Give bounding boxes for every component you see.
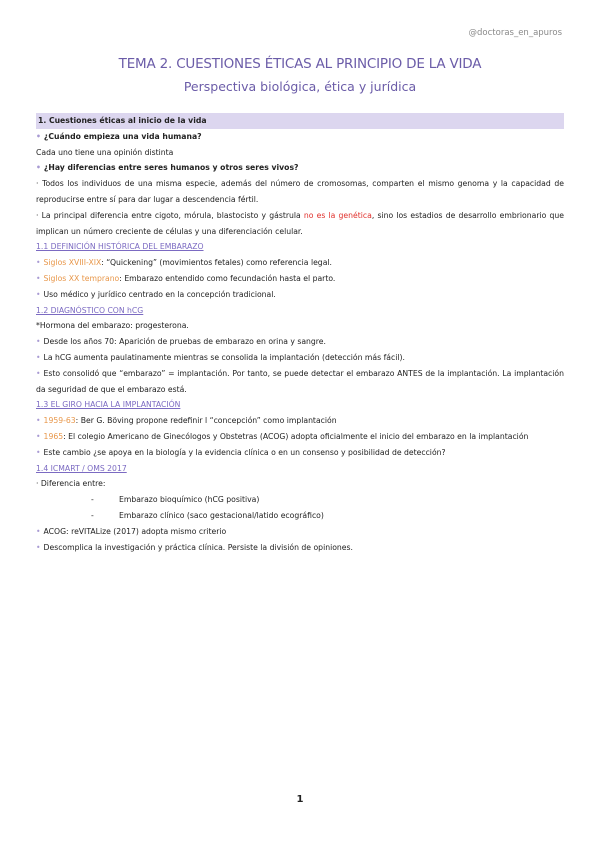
answer-1: Cada uno tiene una opinión distinta	[36, 147, 174, 157]
bullet-icon: •	[36, 163, 41, 173]
list-item: • La hCG aumenta paulatinamente mientras se consolida la implantación (detección más fácil).	[36, 352, 405, 362]
bullet-icon: •	[36, 337, 41, 347]
list-item: • Este cambio ¿se apoya en la biología y la evidencia clínica o en un consenso y posibilidad de detección?	[36, 447, 446, 457]
section-1-4-heading: 1.4 ICMART / OMS 2017	[36, 463, 127, 473]
bullet-icon: •	[36, 368, 41, 378]
section-1-1-heading: 1.1 DEFINICIÓN HISTÓRICA DEL EMBARAZO	[36, 242, 204, 252]
highlight-genetics: no es la genética	[303, 210, 372, 220]
list-item: • Descomplica la investigación y práctica clínica. Persiste la división de opiniones.	[36, 542, 353, 552]
list-item: • 1959-63: Ber G. Böving propone redefinir l “concepción” como implantación	[36, 416, 337, 426]
list-item: • Esto consolidó que “embarazo” = implantación. Por tanto, se puede detectar el embarazo ANTES de la implantación. La implantación da seguridad de que el embarazo está.	[36, 368, 564, 394]
dash-item: - Embarazo clínico (saco gestacional/latido ecográfico)	[91, 510, 324, 520]
bullet-icon: •	[36, 273, 41, 283]
bullet-icon: •	[36, 542, 41, 552]
bullet-icon: •	[36, 289, 41, 299]
hormone-note: *Hormona del embarazo: progesterona.	[36, 321, 189, 331]
list-item: • Siglos XVIII-XIX: “Quickening” (movimientos fetales) como referencia legal.	[36, 258, 332, 268]
list-item: • Desde los años 70: Aparición de pruebas de embarazo en orina y sangre.	[36, 337, 326, 347]
list-item: • Uso médico y jurídico centrado en la concepción tradicional.	[36, 289, 276, 299]
page-title: TEMA 2. CUESTIONES ÉTICAS AL PRINCIPIO DE LA VIDA	[118, 56, 482, 72]
page-subtitle: Perspectiva biológica, ética y jurídica	[183, 79, 417, 94]
list-item: • Siglos XX temprano: Embarazo entendido como fecundación hasta el parto.	[36, 273, 336, 283]
document-body	[36, 113, 564, 555]
section-1-3-heading: 1.3 EL GIRO HACIA LA IMPLANTACIÓN	[36, 400, 181, 410]
page-number: 1	[296, 794, 304, 805]
watermark: @doctoras_en_apuros	[468, 28, 562, 38]
bullet-icon: •	[36, 416, 41, 426]
bullet-icon: •	[36, 526, 41, 536]
bullet-icon: •	[36, 131, 41, 141]
bullet-icon: •	[36, 431, 41, 441]
bullet-icon: •	[36, 258, 41, 268]
bullet-icon: •	[36, 447, 41, 457]
section-1-2-heading: 1.2 DIAGNÓSTICO CON hCG	[36, 305, 144, 315]
paragraph-genome: · Todos los individuos de una misma especie, además del número de cromosomas, comparten el mismo genoma y la capacidad de reproducirse entre sí para dar lugar a descendencia fértil.	[36, 179, 564, 204]
difference-intro: · Diferencia entre:	[36, 479, 106, 489]
list-item: • 1965: El colegio Americano de Ginecólogos y Obstetras (ACOG) adopta oficialmente el inicio del embarazo en la implantación	[36, 431, 529, 441]
dash-item: - Embarazo bioquímico (hCG positiva)	[91, 495, 260, 505]
paragraph-difference: · La principal diferencia entre cigoto, mórula, blastocisto y gástrula no es la genética, sino los estadios de desarrollo embrionario que implican un número creciente de células y una diferenciación celular.	[36, 210, 564, 236]
section-1-heading: 1. Cuestiones éticas al inicio de la vida	[36, 113, 564, 129]
question-2: • ¿Hay diferencias entre seres humanos y otros seres vivos?	[36, 163, 299, 173]
list-item: • ACOG: reVITALize (2017) adopta mismo criterio	[36, 526, 227, 536]
bullet-icon: •	[36, 352, 41, 362]
question-1: • ¿Cuándo empieza una vida humana?	[36, 131, 202, 141]
